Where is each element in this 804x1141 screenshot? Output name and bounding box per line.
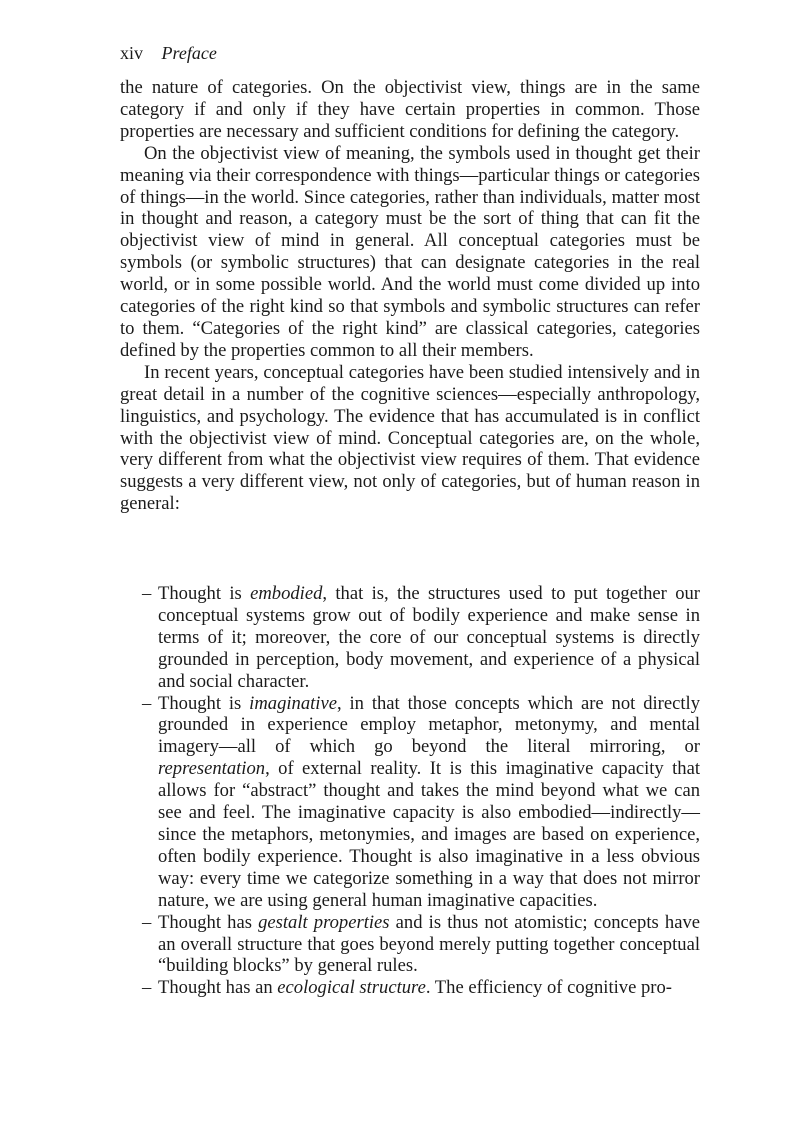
- list-dash: –: [142, 911, 152, 933]
- list-item: [142, 977, 700, 999]
- page-number: xiv: [120, 43, 144, 63]
- body-text: [120, 77, 700, 515]
- list-item-text: , in that those concepts which are not directly grounded in experience employ metaphor, metonymy, and mental imagery—all of which go beyond the literal mirroring, or: [158, 692, 700, 758]
- list-item-emphasis: imaginative: [249, 692, 337, 714]
- list-item-text: , that is, the structures used to put together our conceptual systems grow out of bodily experience and make sense in terms of it; moreover, the core of our conceptual systems is directly grounded in perception, body movement, and experience of a physical and social character.: [158, 583, 700, 692]
- paragraph: On the objectivist view of meaning, the symbols used in thought get their meaning via their correspondence with things—particular things or categories of things—in the world. Since categories, rather than individuals, matter most in thought and reason, a category must be the sort of thing that can fit the objectivist view of mind in general. All conceptual categories must be symbols (or symbolic structures) that can designate categories in the real world, or in some possible world. And the world must come divided up into categories of the right kind so that symbols and symbolic structures can refer to them. “Categories of the right kind” are classical categories, categories defined by the properties common to all their members.: [120, 142, 700, 361]
- list-item-emphasis: gestalt properties: [258, 911, 390, 933]
- paragraph: In recent years, conceptual categories have been studied intensively and in great detail in a number of the cognitive sciences—especially anthropology, linguistics, and psychology. The evidence that has accumulated is in conflict with the objectivist view of mind. Conceptual categories are, on the whole, very different from what the objectivist view requires of them. That evidence suggests a very different view, not only of categories, but of human reason in general:: [120, 361, 700, 515]
- thought-properties-list: [142, 583, 700, 999]
- list-item-emphasis: embodied: [250, 583, 323, 604]
- list-item-emphasis: representation: [158, 758, 266, 780]
- list-dash: –: [142, 692, 152, 714]
- list-item-lead: Thought has an: [158, 977, 278, 999]
- list-item: [142, 583, 700, 693]
- paragraph-continuation: the nature of categories. On the objectivist view, things are in the same category if and only if they have certain properties in common. Those properties are necessary and sufficient conditions for defining the category.: [120, 77, 700, 142]
- list-item-text: and is thus not atomistic; concepts have an overall structure that goes beyond merely putting together conceptual “building blocks” by general rules.: [158, 911, 700, 977]
- list-item-text: . The efficiency of cognitive pro-: [425, 977, 672, 999]
- list-item-lead: Thought is: [158, 583, 251, 604]
- list-item-emphasis: ecological structure: [277, 977, 426, 999]
- list-item: [142, 693, 700, 912]
- list-item-lead: Thought has: [158, 911, 259, 933]
- list-dash: –: [142, 977, 152, 999]
- running-head-title: Preface: [161, 43, 217, 63]
- list-item-text: , of external reality. It is this imaginative capacity that allows for “abstract” thought and takes the mind beyond what we can see and feel. The imaginative capacity is also embodied—indirectly—since the metaphors, metonymies, and images are based on experience, often bodily experience. Thought is also imaginative in a less obvious way: every time we categorize something in a way that does not mirror nature, we are using general human imaginative capacities.: [158, 758, 700, 911]
- list-dash: –: [142, 583, 152, 604]
- running-head: [120, 42, 217, 64]
- list-item: [142, 912, 700, 978]
- list-item-lead: Thought is: [158, 692, 250, 714]
